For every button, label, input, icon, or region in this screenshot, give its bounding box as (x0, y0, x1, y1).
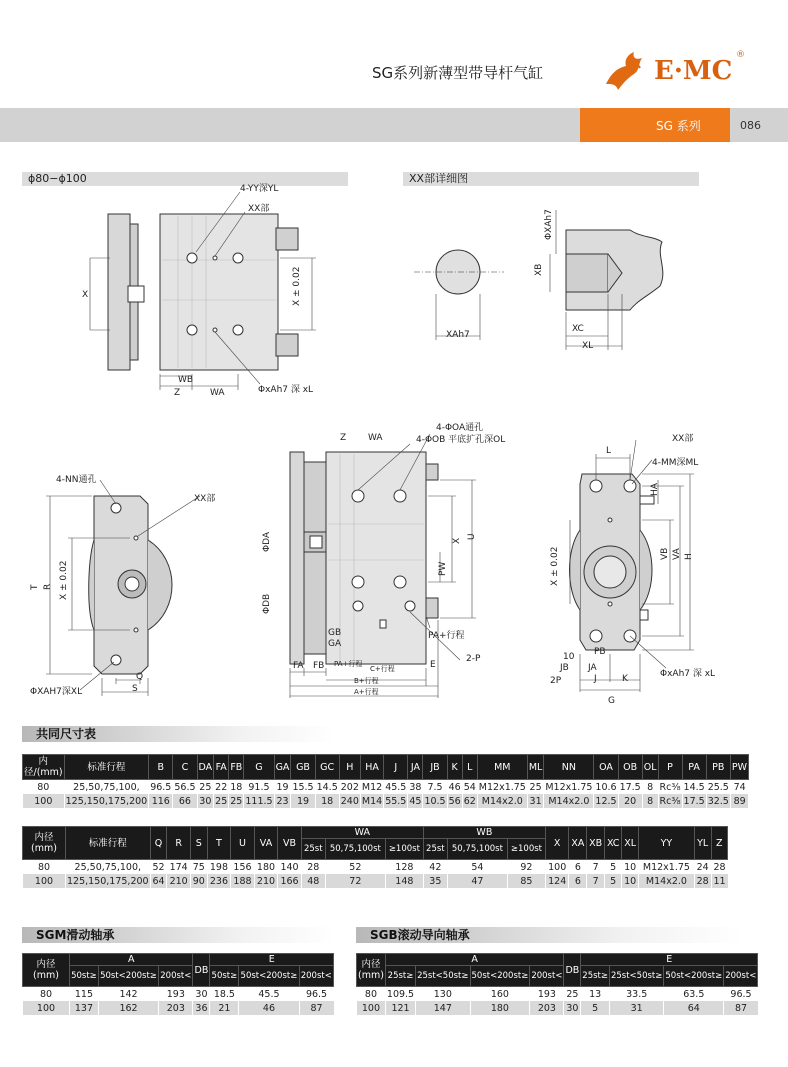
bore-cell: 100 (357, 1001, 386, 1015)
label-pb: PB (594, 647, 606, 657)
header-sub: 50st≥ (70, 966, 99, 987)
header-col: G (244, 755, 274, 780)
value-cell: 202 (340, 781, 359, 793)
label-z: Z (174, 388, 181, 398)
common-dimension-table-2 (22, 826, 728, 888)
value-cell: 156 (231, 860, 255, 875)
value-cell: 85 (507, 874, 545, 888)
value-cell: 140 (278, 860, 302, 875)
value-cell: 46 (448, 781, 461, 793)
value-cell: 75 (190, 860, 207, 875)
label-fa: FA (293, 661, 304, 671)
header-col: XC (605, 827, 622, 860)
label-4-nn: 4-NN通孔 (56, 475, 97, 485)
value-cell: 162 (98, 1001, 158, 1015)
value-cell: 11 (711, 874, 727, 888)
value-cell: Rc³⁄₈ (659, 795, 681, 807)
header-col: H (339, 755, 360, 780)
header-col: L (462, 755, 477, 780)
value-cell: 28 (711, 860, 727, 875)
table-row (23, 1001, 334, 1015)
common-table-title: 共同尺寸表 (22, 726, 336, 742)
header-col: PA (682, 755, 706, 780)
value-cell: 42 (423, 860, 447, 875)
header-col: J (384, 755, 408, 780)
label-va: VA (672, 548, 682, 560)
header-stroke: 标准行程 (64, 755, 149, 780)
sgb-table (356, 953, 758, 1015)
header-col: S (190, 827, 207, 860)
header-col: DA (197, 755, 214, 780)
bore-cell: 80 (23, 860, 66, 875)
value-cell: 25 (230, 795, 243, 807)
value-cell: 90 (190, 874, 207, 888)
value-cell: 19 (274, 780, 291, 795)
label-4-ob: 4-ΦOB 平底扩孔深OL (416, 435, 506, 445)
header-stroke: 标准行程 (66, 827, 151, 860)
value-cell: 6 (569, 860, 587, 875)
value-cell: 96.5 (150, 781, 172, 793)
header-sub: 50st≥ (210, 966, 239, 987)
label-x-tol-side: X ± 0.02 (59, 560, 69, 600)
label-10: 10 (563, 652, 575, 662)
label-wb: WB (178, 375, 194, 385)
header-col: XL (622, 827, 639, 860)
label-phi-end: ΦxAh7 深 xL (660, 669, 716, 679)
value-cell: 8 (642, 794, 658, 808)
header-col: FB (229, 755, 244, 780)
value-cell: 148 (385, 874, 423, 888)
value-cell: M12x1.75 (478, 781, 526, 793)
value-cell: 111.5 (245, 795, 273, 807)
value-cell: 30 (197, 794, 214, 808)
value-cell: 147 (416, 1001, 470, 1015)
header-col: OL (642, 755, 658, 780)
value-cell: 180 (254, 860, 278, 875)
header-sub: ≥100st (507, 839, 545, 860)
label-2p: 2P (550, 676, 562, 686)
value-cell: 188 (231, 874, 255, 888)
brand-name: E·MC (654, 56, 733, 86)
label-pa-stroke: PA+行程 (428, 631, 465, 641)
value-cell: 100 (545, 860, 569, 875)
value-cell: 7.5 (423, 780, 447, 795)
label-ja: JA (588, 663, 597, 673)
label-l: L (606, 446, 612, 456)
label-4-mm: 4-MM深ML (652, 458, 699, 468)
value-cell: 13 (581, 987, 610, 1002)
label-x-tol-end: X ± 0.02 (550, 546, 560, 586)
drawing-tag-detail: XX部详细图 (403, 172, 699, 186)
label-wa-front: WA (368, 433, 383, 443)
value-cell: 28 (694, 874, 711, 888)
header-wa: WA (301, 827, 423, 839)
value-cell: M14 (361, 795, 383, 807)
value-cell: 115 (70, 987, 99, 1002)
header-bore: 内径(mm) (23, 954, 70, 987)
front-view-drawing (280, 440, 490, 700)
value-cell: 54 (463, 781, 476, 793)
label-b-stroke: B+行程 (354, 677, 379, 685)
header-db: DB (193, 954, 210, 987)
value-cell: 203 (530, 1001, 564, 1015)
value-cell: 18 (230, 781, 243, 793)
label-gb: GB (328, 628, 342, 638)
drawing-tag-size: ϕ80−ϕ100 (22, 172, 348, 186)
header-col: PB (706, 755, 730, 780)
value-cell: 25 (215, 795, 228, 807)
page-title: SG系列新薄型带导杆气缸 (372, 64, 544, 82)
value-cell: 56.5 (174, 781, 196, 793)
label-ga: GA (328, 639, 342, 649)
header-sub: 50,75,100st (447, 839, 507, 860)
value-cell: 45.5 (239, 987, 299, 1002)
value-cell: 10 (622, 874, 639, 888)
value-cell: 142 (98, 987, 158, 1002)
value-cell: 63.5 (664, 987, 724, 1002)
label-e: E (430, 660, 436, 670)
header-sub: 50st<200st≥ (239, 966, 299, 987)
header-sub: 200st< (159, 966, 193, 987)
value-cell: 5 (605, 860, 622, 875)
value-cell: 116 (149, 794, 173, 808)
stroke-cell: 125,150,175,200 (67, 875, 149, 887)
value-cell: 24 (694, 860, 711, 875)
header-col: GB (291, 755, 315, 780)
common-dimension-table-1 (22, 754, 749, 808)
label-s: S (132, 684, 138, 694)
header-bore: 内径(mm) (23, 827, 66, 860)
header-sub: 25st≥ (385, 966, 415, 987)
label-xx-side: XX部 (194, 494, 216, 504)
header-sub: 50st<200st≥ (470, 966, 530, 987)
header-sub: 200st< (530, 966, 564, 987)
label-ha: HA (650, 483, 660, 496)
value-cell: 12.5 (595, 795, 617, 807)
header-sub: 25st (301, 839, 325, 860)
header-col: GA (274, 755, 291, 780)
stroke-cell: 25,50,75,100, (64, 780, 149, 795)
label-xc: XC (572, 324, 584, 334)
value-cell: 30 (564, 1001, 581, 1015)
label-t: T (30, 584, 40, 590)
value-cell: 174 (167, 860, 191, 875)
header-col: VB (278, 827, 302, 860)
header-wb: WB (423, 827, 545, 839)
value-cell: 54 (447, 860, 507, 875)
value-cell: 92 (507, 860, 545, 875)
value-cell: 36 (193, 1001, 210, 1015)
value-cell: 130 (416, 987, 470, 1002)
label-c-stroke: C+行程 (370, 665, 395, 673)
header-col: JB (423, 755, 447, 780)
header-col: PW (730, 755, 748, 780)
value-cell: 64 (150, 874, 167, 888)
value-cell: 21 (210, 1001, 239, 1015)
header-col: Z (711, 827, 727, 860)
end-view-drawing (556, 440, 736, 700)
value-cell: 14.5 (683, 781, 705, 793)
value-cell: 203 (159, 1001, 193, 1015)
value-cell: 5 (581, 1001, 610, 1015)
bore-cell: 100 (23, 874, 66, 888)
value-cell: 18.5 (210, 987, 239, 1002)
header-sub: 25st (423, 839, 447, 860)
label-xl: XL (582, 341, 594, 351)
sgm-table-title: SGM滑动轴承 (22, 927, 336, 943)
page-number: 086 (740, 119, 761, 132)
header-e: E (210, 954, 334, 966)
label-a-stroke: A+行程 (354, 688, 379, 696)
header-e: E (581, 954, 758, 966)
value-cell: 30 (193, 987, 210, 1002)
value-cell: 7 (587, 860, 605, 875)
header-col: VA (254, 827, 278, 860)
value-cell: 210 (254, 874, 278, 888)
header-sub: 25st≥ (581, 966, 610, 987)
value-cell: 10.6 (595, 781, 617, 793)
value-cell: 109.5 (386, 988, 415, 1000)
table-row (23, 860, 728, 875)
value-cell: 87 (724, 1001, 758, 1015)
header-col: MM (477, 755, 527, 780)
label-wa: WA (210, 388, 225, 398)
value-cell: 31 (609, 1001, 663, 1015)
bore-cell: 100 (23, 1001, 70, 1015)
value-cell: 7 (587, 874, 605, 888)
value-cell: 22 (215, 781, 228, 793)
value-cell: 8 (642, 780, 658, 795)
header-col: X (545, 827, 569, 860)
value-cell: 45 (409, 795, 422, 807)
header-bore: 内径(mm) (357, 954, 386, 987)
sgb-table-title: SGB滚动导向轴承 (356, 927, 742, 943)
value-cell: 15.5 (292, 781, 314, 793)
brand-logo-icon (598, 44, 658, 96)
header-col: R (167, 827, 191, 860)
value-cell: 180 (470, 1001, 530, 1015)
sgm-table (22, 953, 334, 1015)
value-cell: 87 (299, 1001, 333, 1015)
value-cell: M12x1.75 (639, 860, 695, 875)
value-cell: 91.5 (244, 780, 274, 795)
label-phi-da: ΦDA (262, 531, 272, 552)
value-cell: 10 (622, 860, 639, 875)
value-cell: 48 (301, 874, 325, 888)
value-cell: 96.5 (299, 987, 333, 1002)
header-col: JA (408, 755, 423, 780)
label-r: R (43, 583, 53, 590)
header-sub: 25st<50st≥ (416, 966, 470, 987)
value-cell: 10.5 (424, 795, 446, 807)
value-cell: M14x2.0 (477, 794, 527, 808)
value-cell: 193 (530, 987, 564, 1002)
label-vb: VB (660, 547, 670, 560)
value-cell: 17.5 (619, 781, 641, 793)
bore-cell: 100 (23, 794, 65, 808)
label-x: X (82, 290, 89, 300)
value-cell: 56 (448, 795, 461, 807)
value-cell: M14x2.0 (544, 794, 594, 808)
header-col: GC (315, 755, 339, 780)
value-cell: 20 (618, 794, 642, 808)
label-k: K (622, 674, 628, 684)
value-cell: 193 (159, 987, 193, 1002)
series-label: SG 系列 (656, 119, 701, 133)
value-cell: 64 (664, 1001, 724, 1015)
header-bore: 内径/(mm) (24, 756, 63, 778)
header-col: OB (618, 755, 642, 780)
value-cell: 5 (605, 874, 622, 888)
label-phi-xa: ΦxAh7 深 xL (258, 385, 314, 395)
value-cell: M12 (361, 781, 383, 793)
header-col: U (231, 827, 255, 860)
header-sub: 50,75,100st (325, 839, 385, 860)
value-cell: 18 (315, 794, 339, 808)
header-col: ML (527, 755, 544, 780)
header-a: A (70, 954, 193, 966)
stroke-cell: 25,50,75,100, (66, 860, 151, 875)
label-xah7: XAh7 (446, 330, 470, 340)
value-cell: 62 (463, 795, 476, 807)
registered-mark: ® (736, 50, 745, 60)
value-cell: 46 (239, 1001, 299, 1015)
value-cell: 166 (278, 874, 302, 888)
header-col: P (658, 755, 682, 780)
label-z-front: Z (340, 433, 347, 443)
header-col: Q (150, 827, 167, 860)
value-cell: 55.5 (385, 795, 407, 807)
header-sub: 50st<200st≥ (664, 966, 724, 987)
header-col: C (173, 755, 197, 780)
value-cell: 128 (385, 860, 423, 875)
value-cell: 137 (70, 1001, 99, 1015)
label-x-front: X (452, 537, 462, 544)
value-cell: 6 (569, 874, 587, 888)
bore-cell: 80 (23, 987, 70, 1002)
value-cell: 74 (730, 780, 748, 795)
value-cell: 160 (470, 987, 530, 1002)
header-sub: 50st<200st≥ (98, 966, 158, 987)
table-row (357, 987, 758, 1002)
table-row (23, 780, 749, 795)
value-cell: 240 (340, 795, 359, 807)
label-u: U (467, 533, 477, 540)
value-cell: 47 (447, 874, 507, 888)
label-jb: JB (560, 663, 569, 673)
value-cell: 198 (207, 860, 231, 875)
header-db: DB (564, 954, 581, 987)
label-phi-xah7: ΦXAh7 (544, 209, 554, 240)
value-cell: 52 (325, 860, 385, 875)
header-col: FA (214, 755, 229, 780)
value-cell: Rc³⁄₈ (659, 781, 681, 793)
value-cell: 23 (274, 794, 291, 808)
label-x-tol: X ± 0.02 (292, 266, 302, 306)
header-col: T (207, 827, 231, 860)
bore-cell: 80 (357, 987, 386, 1002)
header-col: XB (587, 827, 605, 860)
label-2-p: 2-P (466, 654, 481, 664)
table-row (23, 874, 728, 888)
header-a: A (385, 954, 564, 966)
label-phi-db: ΦDB (262, 593, 272, 614)
header-sub: 200st< (299, 966, 333, 987)
label-xx: XX部 (248, 204, 270, 214)
label-j: J (594, 674, 597, 684)
header-col: OA (594, 755, 618, 780)
value-cell: 14.5 (316, 781, 338, 793)
label-4-oa: 4-ΦOA通孔 (436, 423, 484, 433)
value-cell: 38 (409, 781, 422, 793)
header-sub: 25st<50st≥ (609, 966, 663, 987)
value-cell: 25.5 (707, 781, 729, 793)
header-sub: 200st< (724, 966, 758, 987)
label-fb: FB (313, 661, 325, 671)
value-cell: 35 (423, 874, 447, 888)
header-col: HA (360, 755, 383, 780)
value-cell: 19 (291, 794, 315, 808)
header-col: YY (639, 827, 695, 860)
value-cell: 124 (545, 874, 569, 888)
value-cell: 121 (385, 1001, 415, 1015)
value-cell: 25 (564, 987, 581, 1002)
header-col: K (447, 755, 462, 780)
value-cell: 52 (150, 860, 167, 875)
bore-cell: 80 (23, 780, 65, 795)
value-cell: 72 (325, 874, 385, 888)
label-xx-end: XX部 (672, 434, 694, 444)
stroke-cell: 125,150,175,200 (65, 795, 148, 807)
header-col: B (149, 755, 173, 780)
value-cell: 25 (527, 780, 544, 795)
value-cell: 32.5 (707, 795, 729, 807)
label-pa-stroke-2: PA+行程 (334, 660, 363, 668)
label-phi-side: ΦXAH7深XL (30, 687, 83, 697)
table-row (23, 987, 334, 1002)
header-col: NN (544, 755, 594, 780)
value-cell: 89 (730, 794, 748, 808)
value-cell: 210 (167, 874, 191, 888)
value-cell: 28 (301, 860, 325, 875)
table-row (23, 794, 749, 808)
value-cell: 25 (197, 780, 214, 795)
label-xb: XB (534, 263, 544, 276)
value-cell: 45.5 (385, 781, 407, 793)
label-q: Q (136, 672, 144, 682)
label-g: G (608, 696, 615, 706)
header-col: YL (694, 827, 711, 860)
table-row (357, 1001, 758, 1015)
series-band (580, 108, 730, 142)
value-cell: 96.5 (724, 987, 758, 1002)
value-cell: M14x2.0 (639, 874, 695, 888)
header-sub: ≥100st (385, 839, 423, 860)
value-cell: 17.5 (683, 795, 705, 807)
value-cell: 33.5 (609, 987, 663, 1002)
value-cell: 31 (527, 794, 544, 808)
value-cell: M12x1.75 (545, 781, 593, 793)
label-pw: PW (438, 561, 448, 576)
label-h: H (684, 553, 694, 560)
value-cell: 236 (207, 874, 231, 888)
value-cell: 66 (173, 794, 197, 808)
header-col: XA (569, 827, 587, 860)
label-4-yy: 4-YY深YL (240, 184, 279, 194)
